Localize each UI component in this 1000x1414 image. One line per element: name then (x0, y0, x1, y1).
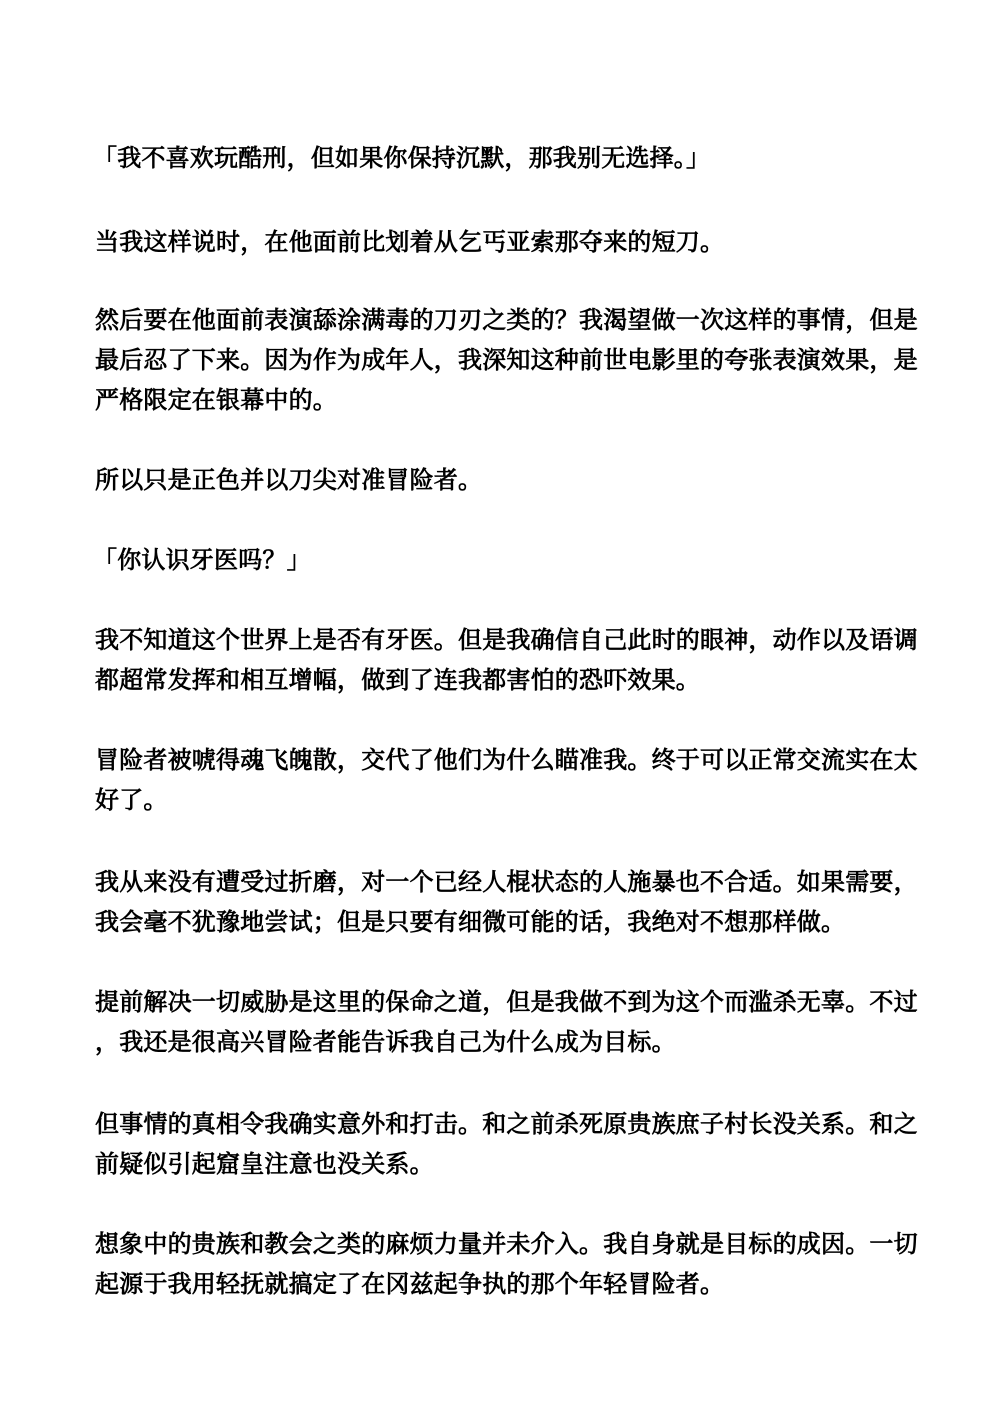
text-line: 冒险者被唬得魂飞魄散，交代了他们为什么瞄准我。终于可以正常交流实在太 (95, 746, 918, 774)
text-line: 我不知道这个世界上是否有牙医。但是我确信自己此时的眼神，动作以及语调 (95, 626, 918, 654)
text-line: 但事情的真相令我确实意外和打击。和之前杀死原贵族庶子村长没关系。和之 (95, 1110, 918, 1138)
paragraph-6 (95, 620, 918, 700)
text-line: 严格限定在银幕中的。 (95, 386, 337, 414)
paragraph-1 (93, 138, 903, 178)
text-line: 当我这样说时，在他面前比划着从乞丐亚索那夺来的短刀。 (95, 228, 725, 256)
text-line: ，我还是很高兴冒险者能告诉我自己为什么成为目标。 (95, 1028, 676, 1056)
text-line: 「你认识牙医吗？」 (93, 546, 311, 574)
text-line: 「我不喜欢玩酷刑，但如果你保持沉默，那我别无选择。」 (93, 144, 711, 172)
paragraph-7 (95, 740, 918, 820)
paragraph-10 (95, 1104, 918, 1184)
text-line: 都超常发挥和相互增幅，做到了连我都害怕的恐吓效果。 (95, 666, 700, 694)
paragraph-5 (93, 540, 903, 580)
text-line: 然后要在他面前表演舔涂满毒的刀刃之类的？我渴望做一次这样的事情，但是 (95, 306, 918, 334)
paragraph-4 (95, 460, 905, 500)
paragraph-8 (95, 862, 918, 942)
text-line: 我从来没有遭受过折磨，对一个已经人棍状态的人施暴也不合适。如果需要， (95, 868, 918, 896)
text-line: 所以只是正色并以刀尖对准冒险者。 (95, 466, 483, 494)
text-line: 起源于我用轻抚就搞定了在冈兹起争执的那个年轻冒险者。 (95, 1270, 725, 1298)
paragraph-11 (95, 1224, 918, 1304)
text-line: 最后忍了下来。因为作为成年人，我深知这种前世电影里的夸张表演效果，是 (95, 346, 918, 374)
text-line: 前疑似引起窟皇注意也没关系。 (95, 1150, 434, 1178)
text-line: 我会毫不犹豫地尝试；但是只要有细微可能的话，我绝对不想那样做。 (95, 908, 846, 936)
text-line: 想象中的贵族和教会之类的麻烦力量并未介入。我自身就是目标的成因。一切 (95, 1230, 918, 1258)
text-line: 提前解决一切威胁是这里的保命之道，但是我做不到为这个而滥杀无辜。不过 (95, 988, 918, 1016)
text-line: 好了。 (95, 786, 168, 814)
paragraph-3 (95, 300, 918, 420)
paragraph-9 (95, 982, 918, 1062)
paragraph-2 (95, 222, 905, 262)
